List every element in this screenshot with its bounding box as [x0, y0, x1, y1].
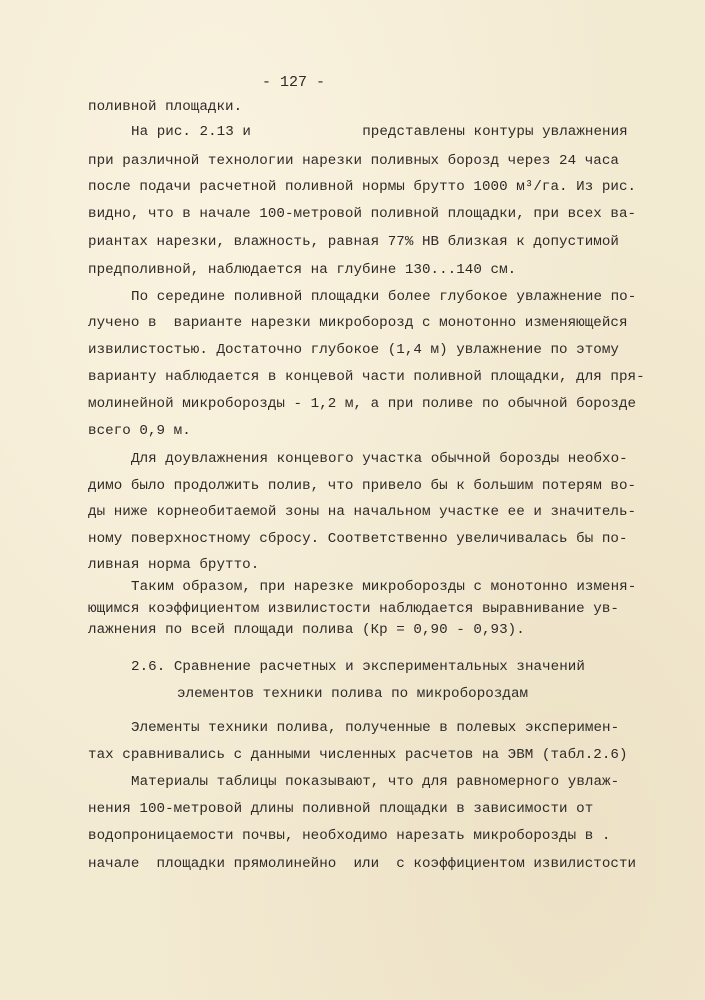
text-line: поливной площадки.	[88, 99, 243, 115]
section-heading: 2.6. Сравнение расчетных и экспериментальных значений	[131, 659, 585, 675]
text-line: Для доувлажнения концевого участка обычной борозды необхо-	[131, 451, 628, 467]
text-line: варианту наблюдается в концевой части поливной площадки, для пря-	[88, 369, 645, 385]
text-line: ному поверхностному сбросу. Соответственно увеличивалась бы по-	[88, 531, 628, 547]
page-number: - 127 -	[262, 74, 326, 91]
text-line: лажнения по всей площади полива (Кр = 0,90 - 0,93).	[88, 622, 525, 638]
text-line: Элементы техники полива, полученные в полевых эксперимен-	[131, 720, 620, 736]
text-line: По середине поливной площадки более глубокое увлажнение по-	[131, 289, 637, 305]
section-heading: элементов техники полива по микробороздам	[177, 686, 529, 702]
text-line: Таким образом, при нарезке микроборозды с монотонно изменя-	[131, 579, 637, 595]
text-line: видно, что в начале 100-метровой поливной площадки, при всех ва-	[88, 206, 637, 222]
text-line: предполивной, наблюдается на глубине 130...140 см.	[88, 262, 517, 278]
text-line: Материалы таблицы показывают, что для равномерного увлаж-	[131, 774, 620, 790]
text-line: На рис. 2.13 и представлены контуры увлажнения	[131, 124, 628, 140]
text-line: нения 100-метровой длины поливной площадки в зависимости от	[88, 801, 594, 817]
text-line: начале площадки прямолинейно или с коэффициентом извилистости	[88, 856, 637, 872]
text-line: водопроницаемости почвы, необходимо нарезать микроборозды в .	[88, 828, 611, 844]
text-line: молинейной микроборозды - 1,2 м, а при поливе по обычной борозде	[88, 396, 637, 412]
text-line: после подачи расчетной поливной нормы брутто 1000 м³/га. Из рис.	[88, 179, 637, 195]
text-line: лучено в варианте нарезки микроборозд с монотонно изменяющейся	[88, 315, 628, 331]
text-line: извилистостью. Достаточно глубокое (1,4 м) увлажнение по этому	[88, 342, 619, 358]
text-line: ливная норма брутто.	[88, 557, 260, 573]
text-line: тах сравнивались с данными численных расчетов на ЭВМ (табл.2.6)	[88, 747, 628, 763]
text-line: всего 0,9 м.	[88, 423, 191, 439]
text-line: ды ниже корнеобитаемой зоны на начальном участке ее и значитель-	[88, 504, 637, 520]
text-line: димо было продолжить полив, что привело бы к большим потерям во-	[88, 478, 637, 494]
text-line: ющимся коэффициентом извилистости наблюдается выравнивание ув-	[88, 601, 619, 617]
text-line: при различной технологии нарезки поливных борозд через 24 часа	[88, 153, 619, 169]
text-line: риантах нарезки, влажность, равная 77% НВ близкая к допустимой	[88, 234, 619, 250]
